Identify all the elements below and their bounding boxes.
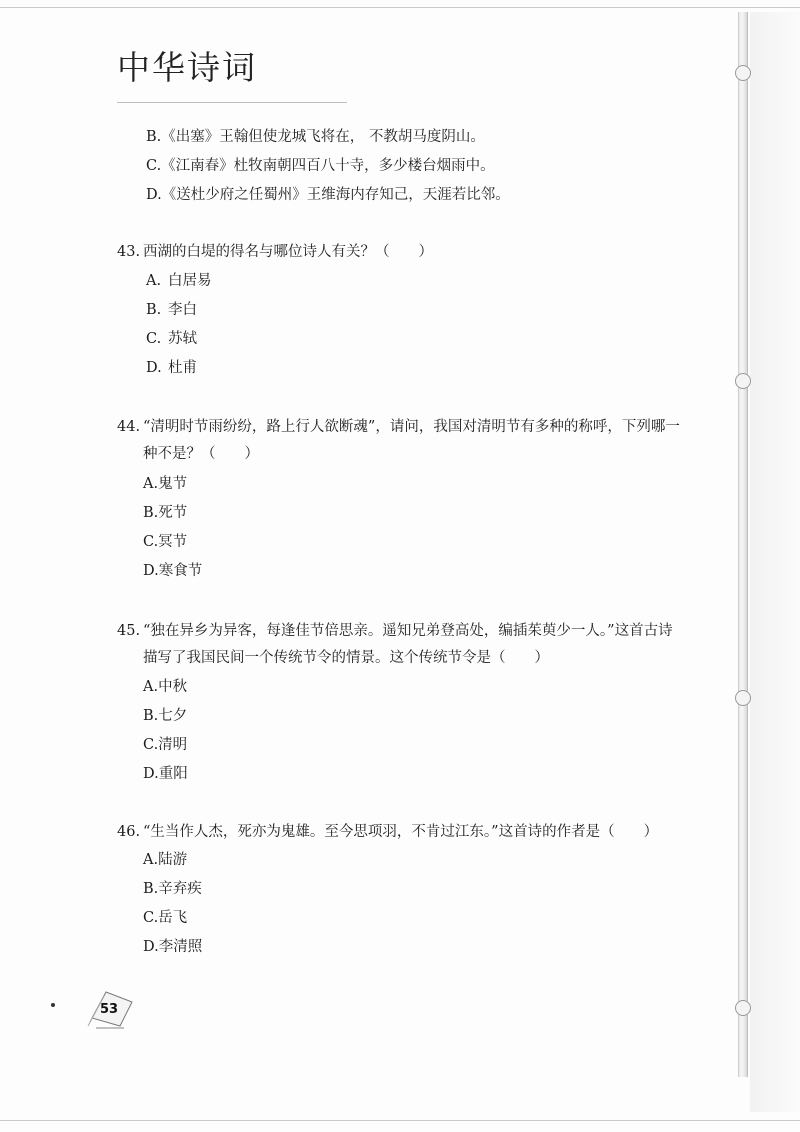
binding-margin [750, 12, 800, 1112]
option-text: 苏轼 [168, 331, 197, 347]
option-text: 杜甫 [168, 360, 197, 376]
q44-option-a: A.鬼节 [143, 476, 188, 492]
option-letter: D. [146, 360, 162, 376]
q43-option-b [146, 300, 197, 320]
question-45 [117, 621, 673, 641]
header-rule [117, 102, 347, 103]
question-43 [117, 242, 433, 262]
question-text: 西湖的白堤的得名与哪位诗人有关？（ ） [143, 244, 433, 260]
page-header-title: 中华诗词 [117, 48, 257, 87]
option-letter: B. [146, 302, 162, 318]
book-binding [738, 12, 748, 1077]
binding-stitch [735, 1000, 751, 1016]
footer-dot [51, 1003, 55, 1007]
question-text: “生当作人杰，死亦为鬼雄。至今思项羽，不肯过江东。”这首诗的作者是（ ） [143, 824, 659, 840]
q43-option-a [146, 271, 212, 291]
question-number: 43. [117, 244, 141, 260]
q44-option-b: B.死节 [143, 505, 188, 521]
question-number: 46. [117, 824, 141, 840]
q43-option-d [146, 358, 197, 378]
scan-edge-bottom [0, 1120, 800, 1121]
option-text: 李白 [168, 302, 197, 318]
page-number: 53 [100, 1002, 119, 1017]
question-44-continued: 种不是？（ ） [143, 446, 259, 462]
question-46 [117, 822, 658, 842]
scan-edge-top [0, 7, 800, 8]
binding-stitch [735, 373, 751, 389]
q45-option-b: B.七夕 [143, 708, 188, 724]
q45-option-c: C.清明 [143, 737, 188, 753]
option-text: 白居易 [168, 273, 212, 289]
question-number: 45. [117, 623, 141, 639]
q45-option-a: A.中秋 [143, 679, 188, 695]
prev-option-c: C.《江南春》杜牧南朝四百八十寺，多少楼台烟雨中。 [146, 158, 495, 174]
q43-option-c [146, 329, 197, 349]
binding-stitch [735, 65, 751, 81]
question-text: “独在异乡为异客，每逢佳节倍思亲。遥知兄弟登高处，编插茱萸少一人。”这首古诗 [143, 623, 673, 639]
q46-option-d: D.李清照 [143, 939, 203, 955]
q44-option-c: C.冥节 [143, 534, 188, 550]
question-text: “清明时节雨纷纷，路上行人欲断魂”，请问，我国对清明节有多种的称呼，下列哪一 [143, 419, 680, 435]
q46-option-a: A.陆游 [143, 852, 188, 868]
option-letter: C. [146, 331, 162, 347]
binding-stitch [735, 690, 751, 706]
question-44 [117, 417, 680, 437]
question-number: 44. [117, 419, 141, 435]
q45-option-d: D.重阳 [143, 766, 188, 782]
question-45-continued: 描写了我国民间一个传统节令的情景。这个传统节令是（ ） [143, 650, 549, 666]
option-letter: A. [146, 273, 162, 289]
q46-option-b: B.辛弃疾 [143, 881, 202, 897]
q44-option-d: D.寒食节 [143, 563, 203, 579]
q46-option-c: C.岳飞 [143, 910, 188, 926]
prev-option-b: B.《出塞》王翰但使龙城飞将在， 不教胡马度阴山。 [146, 129, 485, 145]
prev-option-d: D.《送杜少府之任蜀州》王维海内存知己，天涯若比邻。 [146, 187, 510, 203]
